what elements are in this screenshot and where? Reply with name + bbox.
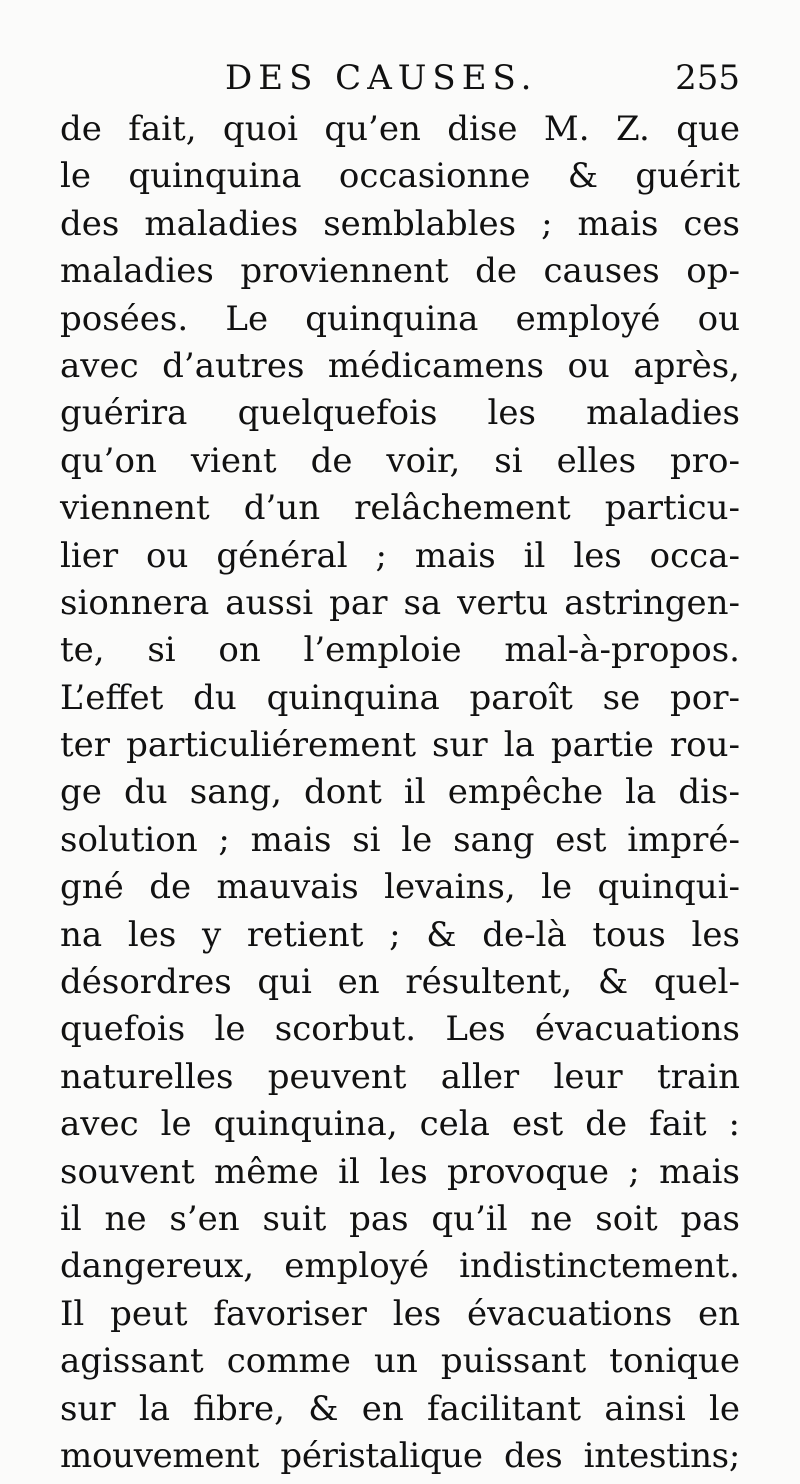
text-line: posées. Le quinquina employé ou bbox=[60, 298, 740, 339]
text-line: qu’on vient de voir, si elles pro- bbox=[60, 440, 740, 481]
text-line: ter particuliérement sur la partie rou- bbox=[60, 725, 740, 766]
text-line: dangereux, employé indistinctement. bbox=[60, 1246, 740, 1287]
text-line: Il peut favoriser les évacuations en bbox=[60, 1293, 740, 1334]
text-line: mouvement péristalique des intestins; bbox=[60, 1435, 740, 1476]
text-line: maladies proviennent de causes op- bbox=[60, 251, 740, 292]
text-line: de fait, quoi qu’en dise M. Z. que bbox=[60, 109, 740, 149]
text-line: solution ; mais si le sang est impré- bbox=[60, 819, 740, 860]
text-line: il ne s’en suit pas qu’il ne soit pas bbox=[60, 1198, 740, 1239]
text-line: le quinquina occasionne & guérit bbox=[60, 156, 740, 197]
page-number: 255 bbox=[675, 58, 740, 98]
text-line: agissant comme un puissant tonique bbox=[60, 1341, 740, 1382]
text-line: quefois le scorbut. Les évacuations bbox=[60, 1009, 740, 1050]
text-line: avec d’autres médicamens ou après, bbox=[60, 345, 740, 386]
text-line: ge du sang, dont il empêche la dis- bbox=[60, 772, 740, 813]
page-header bbox=[60, 58, 740, 108]
text-line: na les y retient ; & de-là tous les bbox=[60, 914, 740, 955]
text-line: gné de mauvais levains, le quinqui- bbox=[60, 867, 740, 908]
text-line: naturelles peuvent aller leur train bbox=[60, 1056, 740, 1097]
text-line: désordres qui en résultent, & quel- bbox=[60, 962, 740, 1003]
text-line: sionnera aussi par sa vertu astringen- bbox=[60, 582, 740, 623]
text-line: L’effet du quinquina paroît se por- bbox=[60, 677, 740, 718]
text-line: viennent d’un relâchement particu- bbox=[60, 488, 740, 529]
text-line: sur la fibre, & en facilitant ainsi le bbox=[60, 1388, 740, 1429]
text-line: guérira quelquefois les maladies bbox=[60, 393, 740, 434]
text-line: souvent même il les provoque ; mais bbox=[60, 1151, 740, 1192]
text-line: des maladies semblables ; mais ces bbox=[60, 203, 740, 244]
text-line: lier ou général ; mais il les occa- bbox=[60, 535, 740, 576]
body-text bbox=[60, 106, 740, 1480]
text-line: avec le quinquina, cela est de fait : bbox=[60, 1104, 740, 1145]
text-line: te, si on l’emploie mal-à-propos. bbox=[60, 630, 740, 671]
running-head: DES CAUSES. bbox=[225, 58, 538, 98]
